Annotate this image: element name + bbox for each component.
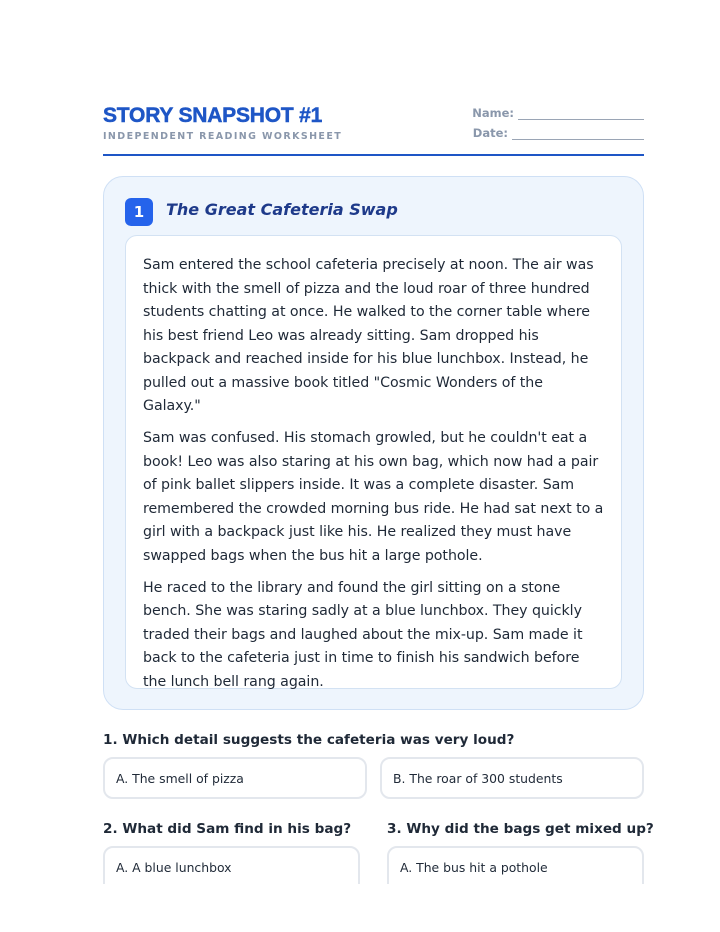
story-title: The Great Cafeteria Swap (166, 200, 398, 219)
question-1-option-b[interactable]: B. The roar of 300 students (380, 757, 644, 799)
page-title: STORY SNAPSHOT #1 (103, 104, 323, 127)
name-label: Name: (472, 106, 514, 120)
story-number-badge: 1 (125, 198, 153, 226)
story-paragraph: Sam was confused. His stomach growled, but he couldn't eat a book! Leo was also staring at his own bag, which now had a pair of pink ballet slippers inside. It was a complete disaster. Sam remembered the crowded morning bus ride. He had sat next to a girl with a backpack just like his. He realized they must have swapped bags when the bus hit a large pothole. (143, 430, 604, 564)
question-3: 3. Why did the bags get mixed up? (387, 821, 654, 837)
date-field[interactable] (473, 126, 644, 140)
worksheet-header (103, 104, 644, 156)
page-bottom-cutoff (0, 884, 720, 932)
story-card (103, 176, 644, 710)
question-2-option-a[interactable]: A. A blue lunchbox (103, 846, 360, 906)
date-label: Date: (472, 126, 508, 140)
date-input-line[interactable] (512, 128, 644, 140)
question-1: 1. Which detail suggests the cafeteria was very loud? (103, 732, 515, 748)
name-field[interactable] (472, 106, 644, 120)
page-subtitle: INDEPENDENT READING WORKSHEET (103, 131, 343, 142)
question-3-option-a[interactable]: A. The bus hit a pothole (387, 846, 644, 906)
story-paragraph: He raced to the library and found the girl sitting on a stone bench. She was staring sadly at a blue lunchbox. They quickly traded their bags and laughed about the mix-up. Sam made it back to the cafeteria just in time to finish his sandwich before the lunch bell rang again. (143, 579, 583, 690)
name-input-line[interactable] (518, 108, 644, 120)
question-2: 2. What did Sam find in his bag? (103, 821, 352, 837)
question-1-option-a[interactable]: A. The smell of pizza (103, 757, 367, 799)
story-text-box (125, 235, 622, 689)
story-paragraph: Sam entered the school cafeteria precisely at noon. The air was thick with the smell of pizza and the loud roar of three hundred students chatting at once. He walked to the corner table where his best friend Leo was already sitting. Sam dropped his backpack and reached inside for his blue lunchbox. Instead, he pulled out a massive book titled "Cosmic Wonders of the Galaxy." (143, 257, 594, 414)
